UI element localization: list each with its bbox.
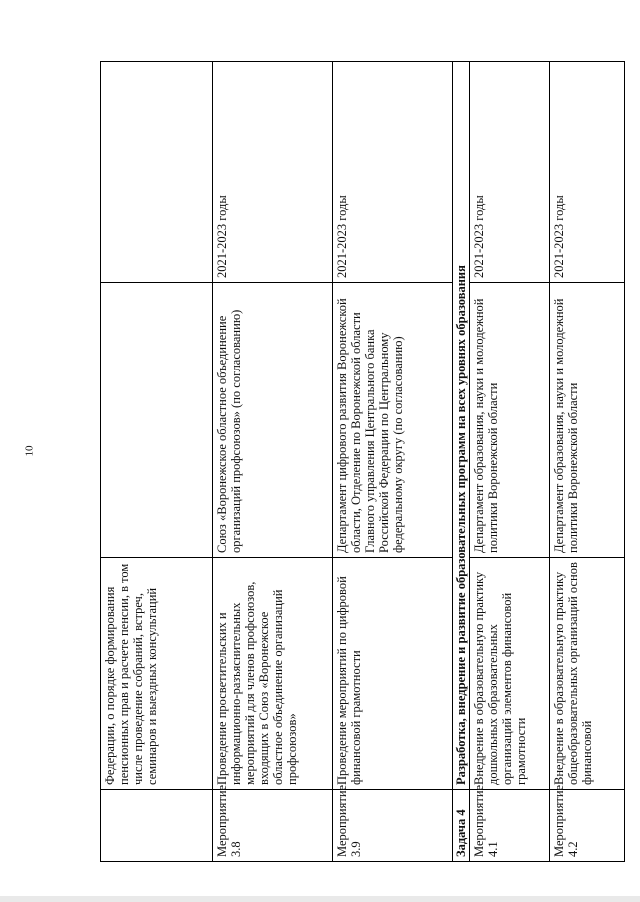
- measure-name: Федерации, о порядке формирования пенсионных прав и расчете пенсии, в том числе проведение собраний, встреч, семинаров и выездных консультаций: [101, 558, 213, 790]
- measure-executor: Департамент образования, науки и молодежной политики Воронежской области: [550, 283, 625, 558]
- measure-name: Проведение мероприятий по цифровой финансовой грамотности: [333, 558, 453, 790]
- page-number: 10: [23, 445, 36, 457]
- table-row: [470, 62, 550, 862]
- measure-period: 2021-2023 годы: [213, 62, 333, 283]
- measure-period: 2021-2023 годы: [470, 62, 550, 283]
- measure-period: 2021-2023 годы: [333, 62, 453, 283]
- task-row: [453, 62, 470, 862]
- measure-executor: Союз «Воронежское областное объединение организаций профсоюзов» (по согласованию): [213, 283, 333, 558]
- measure-id: Мероприятие 4.2: [550, 790, 625, 862]
- table-row: [213, 62, 333, 862]
- task-label: Задача 4: [453, 790, 470, 862]
- measure-id: [101, 790, 213, 862]
- measure-name: Внедрение в образовательную практику общеобразовательных организаций основ финансовой: [550, 558, 625, 790]
- measure-id: Мероприятие 3.9: [333, 790, 453, 862]
- measure-executor: Департамент образования, науки и молодежной политики Воронежской области: [470, 283, 550, 558]
- measure-executor: [101, 283, 213, 558]
- measure-period: 2021-2023 годы: [550, 62, 625, 283]
- measure-id: Мероприятие 4.1: [470, 790, 550, 862]
- table-row: [101, 62, 213, 862]
- measure-name: Проведение просветительских и информационно-разъяснительных мероприятий для членов профсоюзов, входящих в Союз «Воронежское областное объединение организаций профсоюзов»: [213, 558, 333, 790]
- task-text: Разработка, внедрение и развитие образовательных программ на всех уровнях образования: [453, 62, 470, 790]
- rotated-table-wrapper: [100, 62, 620, 862]
- page-bottom-edge: [0, 896, 640, 902]
- measures-table: [100, 61, 625, 862]
- measure-executor: Департамент цифрового развития Воронежской области, Отделение по Воронежской области Главного управления Центрального банка Российской Федерации по Центральному федеральному округу (по согласованию): [333, 283, 453, 558]
- table-row: [333, 62, 453, 862]
- measure-id: Мероприятие 3.8: [213, 790, 333, 862]
- table-row: [550, 62, 625, 862]
- measure-period: [101, 62, 213, 283]
- measure-name: Внедрение в образовательную практику дошкольных образовательных организаций элементов финансовой грамотности: [470, 558, 550, 790]
